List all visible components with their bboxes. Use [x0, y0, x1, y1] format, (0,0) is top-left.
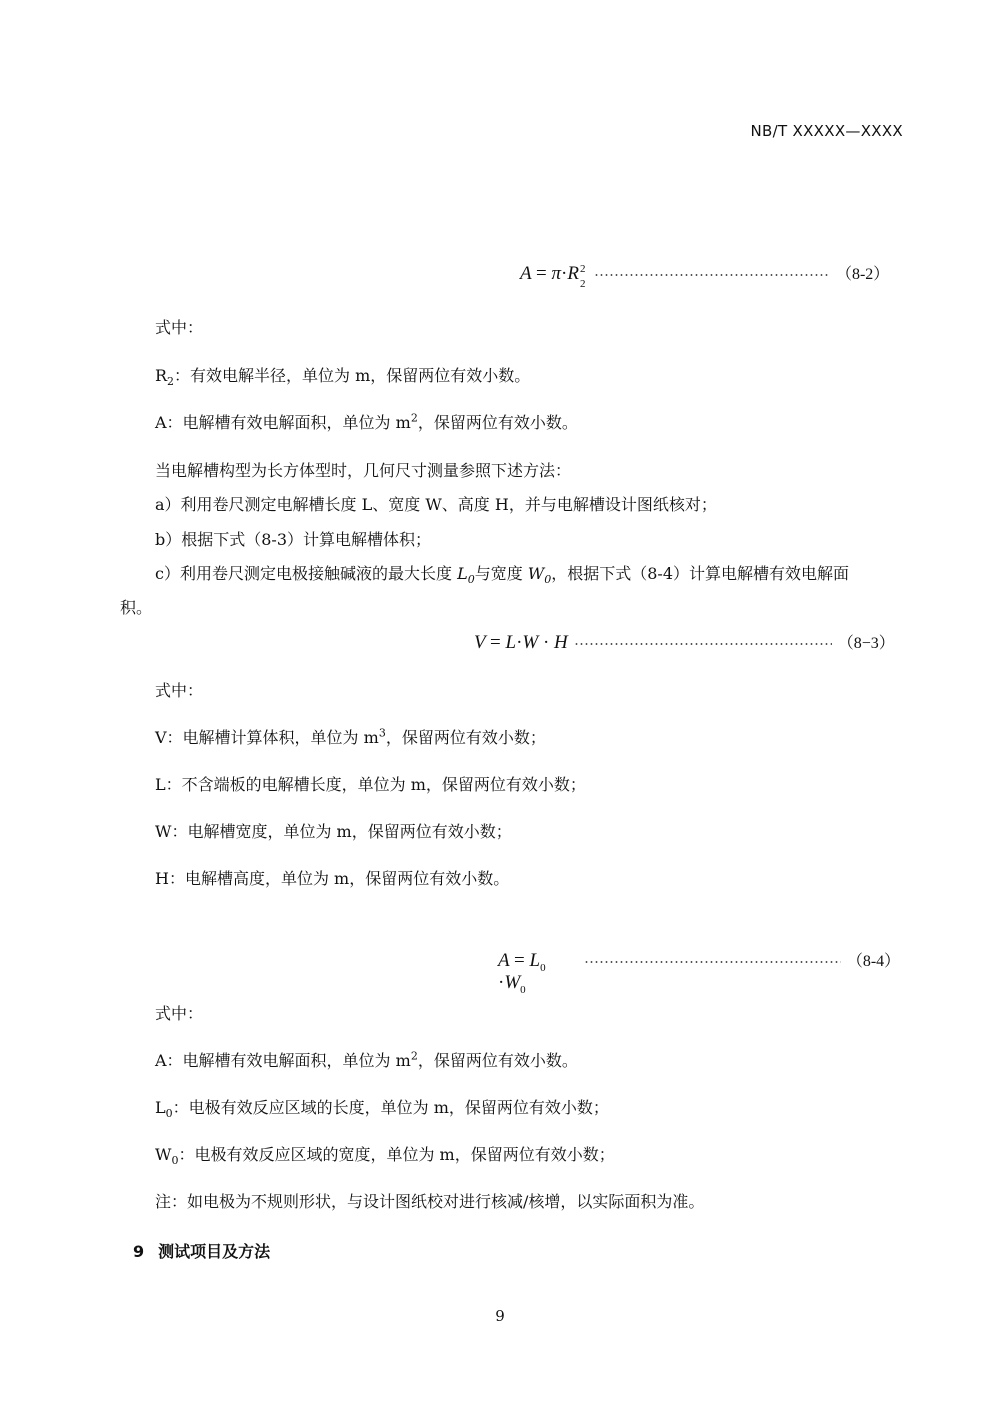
leader-dots	[574, 643, 832, 645]
section-title: 测试项目及方法	[158, 1242, 271, 1261]
where-label: 式中：	[155, 318, 204, 337]
procedure-step-c: c）利用卷尺测定电极接触碱液的最大长度 $L_0$与宽度 $W_0$，根据下式（8-4）计算电解槽有效电解面	[155, 564, 850, 587]
note: 注：如电极为不规则形状，与设计图纸校对进行核减/核增，以实际面积为准。	[155, 1192, 705, 1211]
definition-height: H：电解槽高度，单位为 m，保留两位有效小数。	[155, 869, 510, 888]
equation-expression: V = L·W · H	[474, 632, 568, 653]
equation-number: （8-4）	[846, 953, 901, 970]
definition-area: A：电解槽有效电解面积，单位为 $m^2$，保留两位有效小数。	[155, 1049, 578, 1070]
definition-area: A：电解槽有效电解面积，单位为 $m^2$，保留两位有效小数。	[155, 411, 578, 432]
procedure-intro: 当电解槽构型为长方体型时，几何尺寸测量参照下述方法：	[155, 461, 572, 480]
definition-width: W：电解槽宽度，单位为 m，保留两位有效小数；	[155, 822, 512, 841]
section-heading-9	[133, 1239, 270, 1262]
definition-volume: V：电解槽计算体积，单位为 $m^3$，保留两位有效小数；	[155, 726, 546, 747]
equation-number: （8−3）	[837, 635, 895, 652]
procedure-step-b: b）根据下式（8-3）计算电解槽体积；	[155, 530, 432, 549]
section-number: 9	[133, 1242, 145, 1261]
page-number: 9	[495, 1307, 505, 1325]
definition-w0: $W_0$：电极有效反应区域的宽度，单位为 m，保留两位有效小数；	[155, 1145, 615, 1168]
equation-expression: A = π·R 2 2	[520, 263, 586, 290]
where-label: 式中：	[155, 681, 204, 700]
document-code: NB/T XXXXX—XXXX	[750, 122, 903, 140]
definition-l0: $L_0$：电极有效反应区域的长度，单位为 m，保留两位有效小数；	[155, 1098, 609, 1121]
equation-expression: $A = L_0 \cdot W_0$	[498, 950, 546, 996]
equation-8-3	[474, 630, 900, 654]
equation-8-2	[520, 261, 900, 290]
where-label: 式中：	[155, 1004, 204, 1023]
leader-dots	[584, 961, 841, 963]
leader-dots	[594, 274, 830, 276]
equation-8-4	[498, 948, 900, 994]
equation-number: （8-2）	[835, 266, 890, 283]
procedure-step-a: a）利用卷尺测定电解槽长度 L、宽度 W、高度 H，并与电解槽设计图纸核对；	[155, 495, 717, 514]
procedure-step-c-continued: 积。	[120, 598, 153, 617]
definition-length: L：不含端板的电解槽长度，单位为 m，保留两位有效小数；	[155, 775, 586, 794]
definition-r2: $R_2$：有效电解半径，单位为 m，保留两位有效小数。	[155, 366, 531, 389]
